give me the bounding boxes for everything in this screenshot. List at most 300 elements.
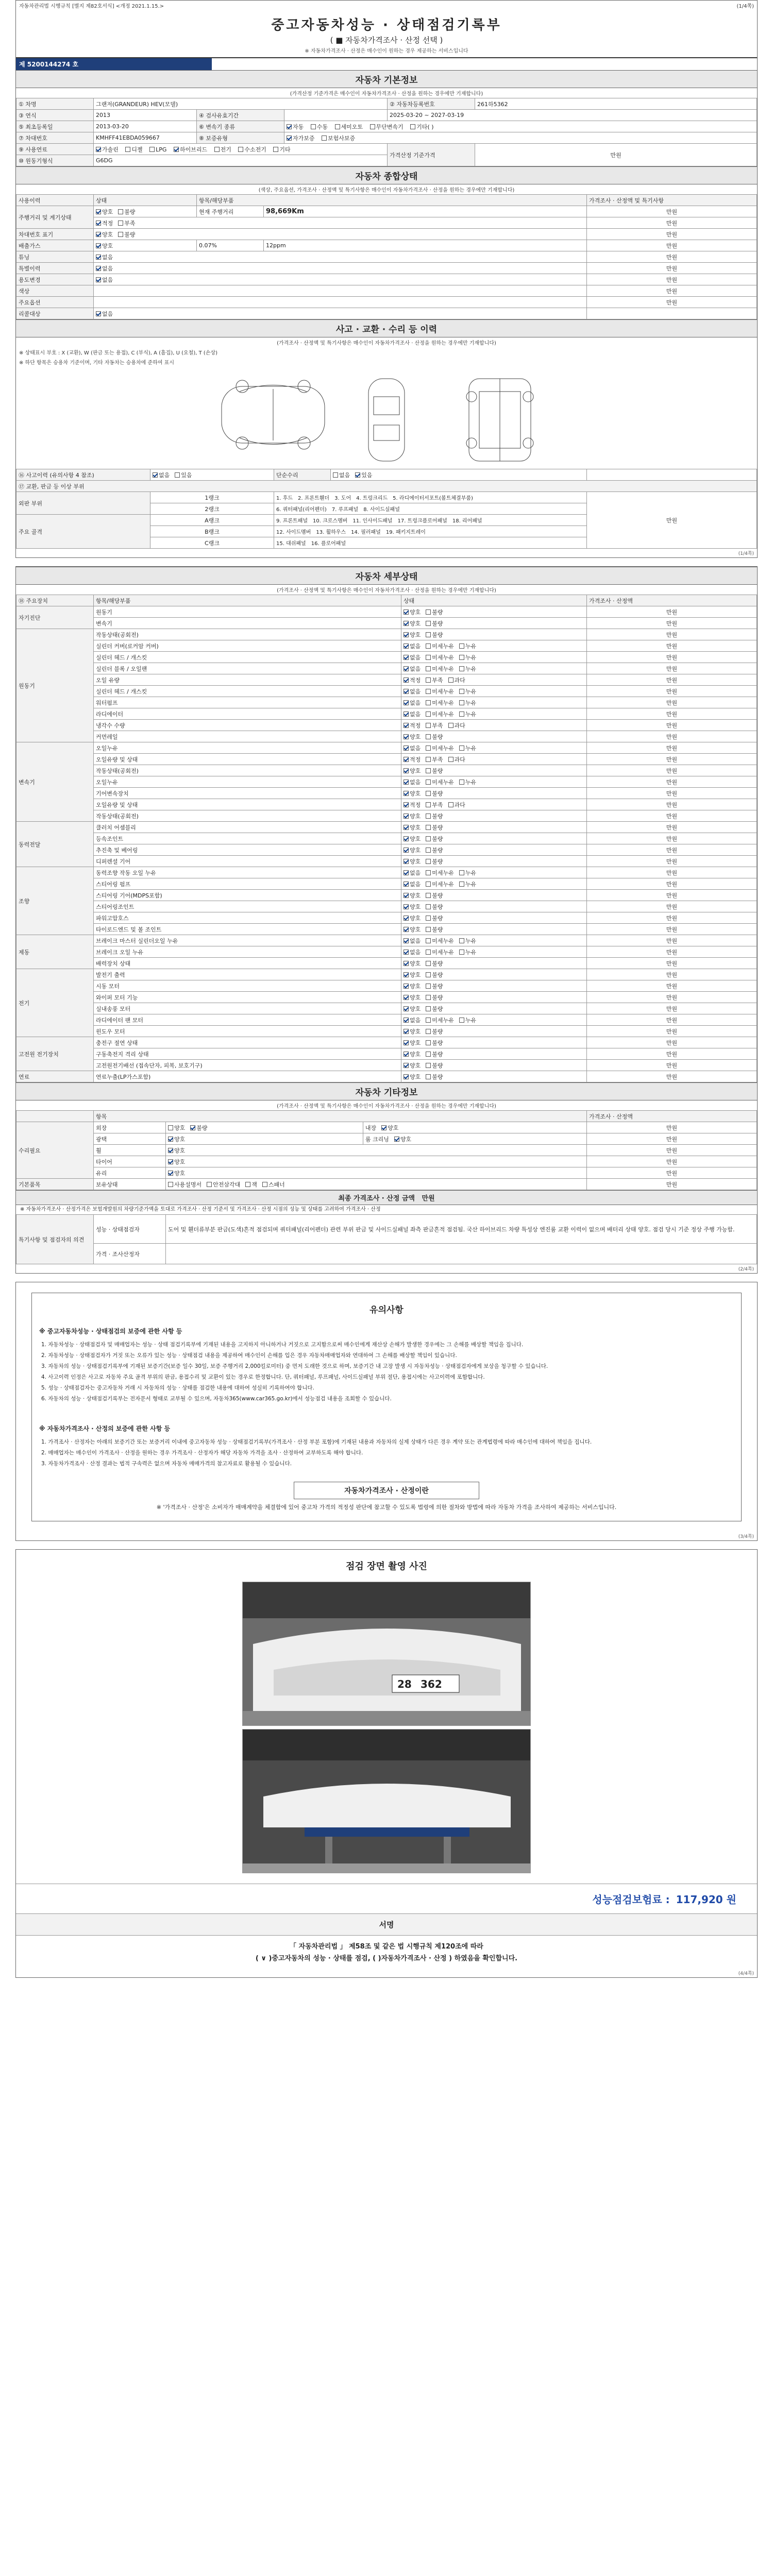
checkbox-icon	[335, 124, 340, 129]
detail-item-label: 시동 모터	[94, 980, 401, 992]
table-row	[16, 1071, 757, 1082]
checkbox-icon	[168, 1182, 173, 1187]
checkbox-icon	[426, 791, 431, 796]
detail-item-price: 만원	[587, 924, 757, 935]
checkbox-icon	[426, 825, 431, 830]
checkbox-icon	[426, 609, 431, 615]
checkbox-icon	[426, 961, 431, 966]
signature-text-2: ( ∨ )중고자동차의 성능 · 상태를 점검, ( )자동차가격조사 · 산정 ) 하였음을 확인합니다.	[255, 1955, 518, 1962]
detail-item-label: 오일누유	[94, 742, 401, 754]
checkbox-checked-icon	[404, 961, 409, 966]
checkbox-icon	[426, 950, 431, 955]
table-row	[16, 1026, 757, 1037]
basic-info-table	[16, 98, 757, 166]
detail-item-label: 윈도우 모터	[94, 1026, 401, 1037]
detail-item-price: 만원	[587, 674, 757, 686]
detail-item-state: 없음 미세누유 누유	[401, 878, 587, 890]
detail-item-state: 없음 미세누유 누유	[401, 663, 587, 674]
checkbox-checked-icon	[404, 916, 409, 921]
detail-item-price: 만원	[587, 912, 757, 924]
checkbox-icon	[426, 655, 431, 660]
checkbox-icon	[426, 1029, 431, 1034]
price-assessment-text: ※ '가격조사 · 산정'은 소비자가 매매계약을 체결함에 있어 중고차 가격의 적정성 판단에 참고할 수 있도록 법령에 의한 절차와 방법에 따라 자동차 가격을 조사하여 제공하는 서비스입니다.	[156, 1504, 617, 1511]
trans-manual: 수동	[311, 124, 328, 130]
detail-item-price: 만원	[587, 935, 757, 946]
car-side-diagram-icon	[214, 376, 332, 453]
table-row	[16, 765, 757, 776]
detail-item-state: 없음 미세누유 누유	[401, 708, 587, 720]
checkbox-icon	[426, 1040, 431, 1045]
detail-item-price: 만원	[587, 640, 757, 652]
checkbox-checked-icon	[96, 243, 101, 248]
fuel-label: ⑨ 사용연료	[16, 144, 94, 155]
checkbox-icon	[426, 677, 431, 683]
detail-item-price: 만원	[587, 833, 757, 844]
other-info-subtitle: (가격조사 · 산정액 및 특기사항은 매수인이 자동차가격조사 · 산정을 원하는 경우에만 기재합니다)	[277, 1104, 496, 1109]
detail-item-state: 없음 미세누유 누유	[401, 946, 587, 958]
detail-item-price: 만원	[587, 958, 757, 969]
detail-item-state: 양호 불량	[401, 810, 587, 822]
detail-item-price: 만원	[587, 980, 757, 992]
insurance-fee-label: 성능점검보험료 :	[592, 1893, 670, 1906]
detail-item-state: 양호 불량	[401, 731, 587, 742]
table-row	[16, 1060, 757, 1071]
detail-item-label: 원동기	[94, 606, 401, 618]
checkbox-checked-icon	[96, 311, 101, 316]
detail-item-price: 만원	[587, 731, 757, 742]
detail-item-state: 양호 불량	[401, 890, 587, 901]
table-row	[16, 776, 757, 788]
trans-auto: 자동	[287, 124, 304, 130]
table-row	[16, 1048, 757, 1060]
page-indicator: (1/4쪽)	[736, 4, 754, 9]
checkbox-icon	[426, 632, 431, 637]
checkbox-checked-icon	[404, 848, 409, 853]
valid-value: 2025-03-20 ~ 2027-03-19	[388, 110, 757, 121]
checkbox-icon	[426, 723, 431, 728]
other-info-table: 항목 가격조사 · 산정액 수리필요 외장 양호 불량 내장 양호 만원 광택 양호 룸 크리닝 양호 만원 휠 양호 만원 타이어 양호 만원 유리 양호 만원 기본품목 보유상태 사용설명서 안전삼각대 잭 스패너 만원	[16, 1110, 757, 1190]
detail-item-state: 없음 미세누유 누유	[401, 935, 587, 946]
checkbox-icon	[118, 209, 123, 214]
svg-text:28: 28	[397, 1678, 412, 1690]
checkbox-icon	[426, 1074, 431, 1079]
detail-item-label: 실린더 헤드 / 개스킷	[94, 686, 401, 697]
checkbox-checked-icon	[404, 1006, 409, 1011]
mileage-label: 현재 주행거리	[197, 206, 264, 217]
detail-item-label: 작동상태(공회전)	[94, 810, 401, 822]
checkbox-icon	[426, 836, 431, 841]
document-title-note: ※ 자동차가격조사 · 산정은 매수인이 원하는 경우 제공하는 서비스입니다	[305, 48, 468, 54]
car-front-photo-icon	[243, 1582, 531, 1726]
detail-item-label: 작동상태(공회전)	[94, 765, 401, 776]
checkbox-icon	[459, 1018, 464, 1023]
detail-item-label: 오일 유량	[94, 674, 401, 686]
detail-item-state: 양호 불량	[401, 1026, 587, 1037]
checkbox-icon	[238, 147, 243, 152]
checkbox-checked-icon	[404, 836, 409, 841]
checkbox-icon	[459, 655, 464, 660]
trans-other: 기타( )	[410, 124, 433, 130]
trans-cvt: 무단변속기	[370, 124, 404, 130]
table-row	[16, 822, 757, 833]
notice-box: 유의사항 ※ 중고자동차성능 · 상태점검의 보증에 관한 사항 등 1. 자동차성능 · 상태점검자 및 매매업자는 성능 · 상태 점검기록부에 기재된 내용을 고지하지 아니하거나 거짓으로 고지함으로써 매수인에게 재산상 손해가 발생한 경우에는 그 손해를 배상할 책임을 집니다. 2. 자동차성능 · 상태점검자가 거짓 또는 오류가 있는 성능 · 상태점검 내용을 제공하여 매수인이 손해를 입은 경우 자동차매매업자와 연대하여 그 손해를 배상할 책임이 있습니다. 3. 자동차의 성능 · 상태점검기록부에 기재된 보증기간(보증 일수 30일, 보증 주행거리 2,000킬로미터) 중 먼저 도래한 것으로 하며, 보증기간 내 고장 발생 시 자동차성능 · 상태점검자에게 보상을 청구할 수 있습니다. 4. 사고이력 인정은 사고로 자동차 주요 골격 부위의 판금, 용접수리 및 교환이 있는 경우로 한정합니다. 단, 쿼터패널, 루프패널, 사이드실패널 부위 절단, 용접시에는 사고이력에 포함합니다. 5. 성능 · 상태점검자는 중고자동차 거래 시 자동차의 성능 · 상태를 점검한 내용에 대하여 성실히 기록하여야 합니다. 6. 자동차의 성능 · 상태점검기록부는 전자문서 형태로 교부될 수 있으며, 자동차365(www.car365.go.kr)에서 성능점검 내용을 조회할 수 있습니다. ※ 자동차가격조사 · 산정의 보증에 관한 사항 등 1. 가격조사 · 산정자는 아래의 보증기간 또는 보증거리 이내에 중고자동차 성능 · 상태점검기록부(가격조사 · 산정 부분 포함)에 기재된 내용과 자동차의 실제 상태가 다른 경우 계약 또는 관계법령에 따라 매수인에 대하여 책임을 집니다. 2. 매매업자는 매수인이 가격조사 · 산정을 원하는 경우 가격조사 · 산정자가 해당 자동차 가격을 조사 · 산정하여 교부하도록 해야 합니다. 3. 자동차가격조사 · 산정 결과는 법적 구속력은 없으며 자동차 매매가격의 참고자료로 활용될 수 있습니다. 자동차가격조사 · 산정이란 ※ '가격조사 · 산정'은 소비자가 매매계약을 체결함에 있어 중고차 가격의 적정성 판단에 참고할 수 있도록 법령에 의한 절차와 방법에 따라 자동차 가격을 조사하여 제공하는 서비스입니다.	[31, 1293, 742, 1521]
detail-item-state: 양호 불량	[401, 1060, 587, 1071]
checkbox-icon	[175, 472, 180, 478]
checkbox-checked-icon	[96, 277, 101, 282]
detail-item-label: 고전원전기배선 (접속단자, 피복, 보호기구)	[94, 1060, 401, 1071]
table-row	[16, 652, 757, 663]
checkbox-checked-icon	[190, 1125, 195, 1130]
detail-item-state: 적정 부족 과다	[401, 799, 587, 810]
checkbox-icon	[459, 666, 464, 671]
engine-value: G6DG	[94, 155, 388, 166]
detail-item-state: 양호 불량	[401, 1037, 587, 1048]
detail-item-state: 양호 불량	[401, 1071, 587, 1082]
accident-legend-2: ※ 하단 항목은 승용차 기준이며, 기타 자동차는 승용차에 준하여 표시	[19, 360, 174, 366]
checkbox-checked-icon	[355, 472, 360, 478]
checkbox-checked-icon	[404, 825, 409, 830]
checkbox-checked-icon	[287, 124, 292, 129]
checkbox-icon	[448, 757, 453, 762]
checkbox-checked-icon	[404, 927, 409, 932]
price-basis-unit: 만원	[475, 144, 757, 166]
checkbox-checked-icon	[404, 723, 409, 728]
checkbox-checked-icon	[404, 859, 409, 864]
checkbox-icon	[410, 124, 415, 129]
checkbox-checked-icon	[404, 768, 409, 773]
car-frame-diagram-icon	[441, 376, 559, 464]
table-row	[16, 810, 757, 822]
detail-item-label: 와이퍼 모터 기능	[94, 992, 401, 1003]
year-label: ③ 연식	[16, 110, 94, 121]
detail-item-state: 양호 불량	[401, 912, 587, 924]
detail-item-label: 동력조향 작동 오일 누유	[94, 867, 401, 878]
final-price-note: ※ 자동차가격조사 · 산정가격은 보험개발원의 차량기준가액을 토대로 가격조사 · 산정 기준서 및 가격조사 · 산정 시점의 성능 및 상태를 고려하여 가격조사 · 산정	[20, 1207, 381, 1212]
car-name-label: ① 차명	[16, 98, 94, 110]
table-row	[16, 935, 757, 946]
detail-item-label: 파워고압호스	[94, 912, 401, 924]
checkbox-checked-icon	[404, 655, 409, 660]
checkbox-icon	[322, 135, 327, 141]
checkbox-checked-icon	[96, 255, 101, 260]
checkbox-checked-icon	[404, 995, 409, 1000]
detail-item-label: 구동축전지 격리 상태	[94, 1048, 401, 1060]
detail-item-price: 만원	[587, 969, 757, 980]
detail-item-price: 만원	[587, 663, 757, 674]
checkbox-checked-icon	[404, 745, 409, 751]
detail-item-price: 만원	[587, 606, 757, 618]
valid-label: ④ 검사유효기간	[197, 110, 284, 121]
detail-item-state: 없음 미세누유 누유	[401, 686, 587, 697]
checkbox-checked-icon	[153, 472, 158, 478]
detail-title: 자동차 세부상태	[16, 567, 757, 585]
checkbox-icon	[426, 768, 431, 773]
table-row	[16, 742, 757, 754]
detail-item-price: 만원	[587, 822, 757, 833]
checkbox-checked-icon	[404, 1018, 409, 1023]
detail-item-state: 적정 부족 과다	[401, 754, 587, 765]
detail-item-label: 브레이크 마스터 실린더오일 누유	[94, 935, 401, 946]
checkbox-checked-icon	[404, 700, 409, 705]
detail-item-state: 없음 미세누유 누유	[401, 697, 587, 708]
main-frame-label: 주요 골격	[16, 515, 150, 549]
checkbox-icon	[426, 734, 431, 739]
detail-subtitle: (가격조사 · 산정액 및 특기사항은 매수인이 자동차가격조사 · 산정을 원하는 경우에만 기재합니다)	[277, 588, 496, 594]
detail-item-label: 라디에이터 팬 모터	[94, 1014, 401, 1026]
checkbox-icon	[459, 711, 464, 717]
frame-label: ⑰ 교환, 판금 등 이상 부위	[16, 481, 757, 492]
first-reg-label: ⑤ 최초등록일	[16, 121, 94, 132]
signature-text: 「 자동차관리법 」 제58조 및 같은 법 시행규칙 제120조에 따라	[290, 1943, 483, 1951]
detail-item-state: 양호 불량	[401, 924, 587, 935]
detail-item-price: 만원	[587, 890, 757, 901]
reg-no-label: ② 자동차등록번호	[388, 98, 475, 110]
detail-group-label: 변속기	[16, 742, 94, 822]
checkbox-icon	[459, 870, 464, 875]
checkbox-checked-icon	[96, 147, 101, 152]
reg-no-value: 261하5362	[475, 98, 757, 110]
checkbox-icon	[370, 124, 375, 129]
accident-table: ⑯ 사고이력 (유의사항 4 참조) 없음 있음 단순수리 없음 있음 ⑰ 교환, 판금 등 이상 부위 외판 부위 1랭크 1. 후드 2. 프론트휀더 3. 도어 4. 트렁크리드 5. 라디에이터서포트(볼트체결부품) 만원 2랭크 6. 쿼터패널(리어펜더) 7. 루프패널 8. 사이드실패널 주요 골격 A랭크 9. 프론트패널 10. 크로스멤버 11. 인사이드패널 17. 트렁크플로어패널 18. 리어패널 B랭크 12. 사이드멤버 13. 휠하우스 14. 필러패널 19. 패키지트레이 C랭크 15. 대쉬패널 16. 플로어패널	[16, 469, 757, 549]
car-diagram	[16, 367, 757, 469]
notice-page: 유의사항 ※ 중고자동차성능 · 상태점검의 보증에 관한 사항 등 1. 자동차성능 · 상태점검자 및 매매업자는 성능 · 상태 점검기록부에 기재된 내용을 고지하지 아니하거나 거짓으로 고지함으로써 매수인에게 재산상 손해가 발생한 경우에는 그 손해를 배상할 책임을 집니다. 2. 자동차성능 · 상태점검자가 거짓 또는 오류가 있는 성능 · 상태점검 내용을 제공하여 매수인이 손해를 입은 경우 자동차매매업자와 연대하여 그 손해를 배상할 책임이 있습니다. 3. 자동차의 성능 · 상태점검기록부에 기재된 보증기간(보증 일수 30일, 보증 주행거리 2,000킬로미터) 중 먼저 도래한 것으로 하며, 보증기간 내 고장 발생 시 자동차성능 · 상태점검자에게 보상을 청구할 수 있습니다. 4. 사고이력 인정은 사고로 자동차 주요 골격 부위의 판금, 용접수리 및 교환이 있는 경우로 한정합니다. 단, 쿼터패널, 루프패널, 사이드실패널 부위 절단, 용접시에는 사고이력에 포함합니다. 5. 성능 · 상태점검자는 중고자동차 거래 시 자동차의 성능 · 상태를 점검한 내용에 대하여 성실히 기록하여야 합니다. 6. 자동차의 성능 · 상태점검기록부는 전자문서 형태로 교부될 수 있으며, 자동차365(www.car365.go.kr)에서 성능점검 내용을 조회할 수 있습니다. ※ 자동차가격조사 · 산정의 보증에 관한 사항 등 1. 가격조사 · 산정자는 아래의 보증기간 또는 보증거리 이내에 중고자동차 성능 · 상태점검기록부(가격조사 · 산정 부분 포함)에 기재된 내용과 자동차의 실제 상태가 다른 경우 계약 또는 관계법령에 따라 매수인에 대하여 책임을 집니다. 2. 매매업자는 매수인이 가격조사 · 산정을 원하는 경우 가격조사 · 산정자가 해당 자동차 가격을 조사 · 산정하여 교부하도록 해야 합니다. 3. 자동차가격조사 · 산정 결과는 법적 구속력은 없으며 자동차 매매가격의 참고자료로 활용될 수 있습니다. 자동차가격조사 · 산정이란 ※ '가격조사 · 산정'은 소비자가 매매계약을 체결함에 있어 중고차 가격의 적정성 판단에 참고할 수 있도록 법령에 의한 절차와 방법에 따라 자동차 가격을 조사하여 제공하는 서비스입니다. (3/4쪽)	[15, 1282, 758, 1541]
checkbox-icon	[426, 916, 431, 921]
detail-group-label: 고전원 전기장치	[16, 1037, 94, 1071]
checkbox-icon	[426, 700, 431, 705]
detail-item-state: 양호 불량	[401, 958, 587, 969]
checkbox-checked-icon	[404, 984, 409, 989]
detail-item-price: 만원	[587, 1037, 757, 1048]
basic-info-subtitle: (가격산정 기준가격은 매수인이 자동차가격조사 · 산정을 원하는 경우에만 기재합니다)	[290, 91, 483, 97]
checkbox-icon	[426, 621, 431, 626]
checkbox-icon	[426, 1063, 431, 1068]
detail-item-state: 없음 미세누유 누유	[401, 640, 587, 652]
detail-item-state: 양호 불량	[401, 1048, 587, 1060]
checkbox-icon	[459, 938, 464, 943]
table-row	[16, 708, 757, 720]
table-row	[16, 1037, 757, 1048]
notice-title: 유의사항	[369, 1305, 404, 1315]
detail-item-price: 만원	[587, 799, 757, 810]
inspection-photo-lift	[242, 1729, 531, 1873]
detail-item-state: 없음 미세누유 누유	[401, 742, 587, 754]
checkbox-checked-icon	[404, 1063, 409, 1068]
detail-group-label: 조향	[16, 867, 94, 935]
checkbox-icon	[333, 472, 338, 478]
checkbox-icon	[459, 689, 464, 694]
detail-item-state: 양호 불량	[401, 618, 587, 629]
checkbox-icon	[448, 677, 453, 683]
detail-item-price: 만원	[587, 1026, 757, 1037]
detail-group-label: 동력전달	[16, 822, 94, 867]
table-row	[16, 901, 757, 912]
summary-unit: 만원	[587, 206, 757, 217]
checkbox-checked-icon	[96, 232, 101, 237]
checkbox-icon	[118, 221, 123, 226]
summary-row-vin: 차대번호 표기	[16, 229, 94, 240]
checkbox-icon	[426, 1018, 431, 1023]
detail-item-price: 만원	[587, 844, 757, 856]
table-row	[16, 663, 757, 674]
checkbox-icon	[426, 859, 431, 864]
detail-item-state: 양호 불량	[401, 788, 587, 799]
detail-item-label: 브레이크 오일 누유	[94, 946, 401, 958]
summary-col-history: 사용이력	[16, 195, 94, 206]
checkbox-checked-icon	[394, 1137, 399, 1142]
table-row	[16, 980, 757, 992]
detail-item-label: 스티어링조인트	[94, 901, 401, 912]
detail-table: ⑱ 주요장치 항목/해당부품 상태 가격조사 · 산정액 자기진단 원동기 양호 불량 만원 변속기 양호 불량 만원 원동기 작동상태(공회전) 양호 불량 만원 실린더 커버(로커암 커버) 없음 미세누유 누유 만원 실린더 헤드 / 개스킷 없음 미세누유 누유 만원 실린더 블록 / 오일팬 없음 미세누유 누유 만원 오일 유량 적정 부족 과다 만원 실린더 헤드 / 개스킷 없음 미세누유 누유 만원 워터펌프 없음 미세누유 누유 만원 라디에이터 없음 미세누유 누유 만원 냉각수 수량 적정 부족 과다 만원 커먼레일 양호 불량 만원 변속기 오일누유 없음 미세누유 누유 만원 오일유량 및 상태 적정 부족 과다 만원 작동상태(공회전) 양호 불량 만원 오일누유 없음 미세누유 누유 만원 기어변속장치 양호 불량 만원 오일유량 및 상태 적정 부족 과다 만원 작동상태(공회전) 양호 불량 만원 동력전달 클러치 어셈블리 양호 불량 만원 등속조인트 양호 불량 만원 추진축 및 베어링 양호 불량 만원 디퍼렌셜 기어 양호 불량 만원 조향 동력조향 작동 오일 누유 없음 미세누유 누유 만원 스티어링 펌프 없음 미세누유 누유 만원 스티어링 기어(MDPS포함) 양호 불량 만원 스티어링조인트 양호 불량 만원 파워고압호스 양호 불량 만원 타이로드엔드 및 볼 조인트 양호 불량 만원 제동 브레이크 마스터 실린더오일 누유 없음 미세누유 누유 만원 브레이크 오일 누유 없음 미세누유 누유 만원 배력장치 상태 양호 불량 만원 전기 발전기 출력 양호 불량 만원 시동 모터 양호 불량 만원 와이퍼 모터 기능 양호 불량 만원 실내송풍 모터 양호 불량 만원 라디에이터 팬 모터 없음 미세누유 누유 만원 윈도우 모터 양호 불량 만원 고전원 전기장치 충전구 절연 상태 양호 불량 만원 구동축전지 격리 상태 양호 불량 만원 고전원전기배선 (접속단자, 피복, 보호기구) 양호 불량 만원 연료 연료누출(LP가스포함) 양호 불량 만원	[16, 595, 757, 1082]
detail-item-price: 만원	[587, 1014, 757, 1026]
document-title: 중고자동차성능 · 상태점검기록부	[271, 18, 502, 33]
checkbox-icon	[214, 147, 220, 152]
detail-item-label: 실린더 블록 / 오일팬	[94, 663, 401, 674]
detail-group-label: 연료	[16, 1071, 94, 1082]
detail-item-state: 없음 미세누유 누유	[401, 652, 587, 663]
checkbox-checked-icon	[404, 757, 409, 762]
detail-item-label: 실린더 헤드 / 개스킷	[94, 652, 401, 663]
summary-title: 자동차 종합상태	[16, 166, 757, 184]
detail-item-price: 만원	[587, 720, 757, 731]
checkbox-icon	[459, 700, 464, 705]
final-price-unit: 만원	[422, 1195, 435, 1202]
detail-item-price: 만원	[587, 629, 757, 640]
table-row	[16, 606, 757, 618]
detail-item-label: 워터펌프	[94, 697, 401, 708]
table-row	[16, 890, 757, 901]
special-notes-text: 도어 및 휀더류부분 판금(도색)흔적 점검되며 쿼터패널(리어펜더) 관련 부위 판금 및 사이드실패널 좌측 판금흔적 점검됨. 국산 하이브리드 차량 특성상 엔진룸 교환 이력이 없으며 배터리 상태 양호. 점검 당시 기준 정상 주행 가능함.	[166, 1215, 757, 1244]
table-row	[16, 833, 757, 844]
inspection-record-page: 자동차관리법 시행규칙 [별지 제82호서식] <개정 2021.1.15.> (1/4쪽) 중고자동차성능 · 상태점검기록부 ( ■ 자동차가격조사 · 산정 선택 ) ※ 자동차가격조사 · 산정은 매수인이 원하는 경우 제공하는 서비스입니다 제 5200144274 호 자동차 기본정보 (가격산정 기준가격은 매수인이 자동차가격조사 · 산정을 원하는 경우에만 기재합니다) ① 차명 그랜저(GRANDEUR) HEV(모델) ② 자동차등록번호 261하5362 ③ 연식 2013 ④ 검사유효기간 2025-03-20 ~ 2027-03-19 ⑤ 최초등록일 2013-03-20 ⑥ 변속기 종류 자동 수동 세미오토 무단변속기 기타( ) ⑦ 차대번호 KMHFF41EBDA059667 ⑧ 보증유형 자가보증 보험사보증 ⑨ 사용연료 가솔린 디젤 LPG 하이브리드 전기 수소전기 기타 가격산정 기준가격 만원 ⑩ 원동기형식 G6DG 자동차 종합상태 (색상, 주요옵션, 가격조사 · 산정액 및 특기사항은 매수인이 자동차가격조사 · 산정을 원하는 경우에만 기재합니다) 사용이력 상태 항목/해당부품 가격조사 · 산정액 및 특기사항 주행거리 및 계기상태 양호 불량 현재 주행거리 98,669Km 만원 적정 부족 만원 차대번호 표기 양호 불량 만원 배출가스 양호 0.07% 12ppm 만원 튜닝 없음 만원 특별이력 없음 만원 용도변경 없음 만원 색상 만원 주요옵션 만원 리콜대상 없음 사고 · 교환 · 수리 등 이력 (가격조사 · 산정액 및 특기사항은 매수인이 자동차가격조사 · 산정을 원하는 경우에만 기재합니다) ※ 상태표시 부호 : X (교환), W (판금 또는 용접), C (부식), A (흠집), U (요철), T (손상) ※ 하단 항목은 승용차 기준이며, 기타 자동차는 승용차에 준하여 표시 ⑯ 사고이력 (유의사항 4 참조) 없음 있음 단순수리 없음 있음 ⑰ 교환, 판금 등 이상 부위 외판 부위 1랭크 1. 후드 2. 프론트휀더 3. 도어 4. 트렁크리드 5. 라디에이터서포트(볼트체결부품) 만원 2랭크 6. 쿼터패널(리어펜더) 7. 루프패널 8. 사이드실패널 주요 골격 A랭크 9. 프론트패널 10. 크로스멤버 11. 인사이드패널 17. 트렁크플로어패널 18. 리어패널 B랭크 12. 사이드멤버 13. 휠하우스 14. 필러패널 19. 패키지트레이 C랭크 15. 대쉬패널 16. 플로어패널 (1/4쪽)	[15, 0, 758, 558]
checkbox-icon	[426, 689, 431, 694]
checkbox-checked-icon	[404, 802, 409, 807]
checkbox-checked-icon	[381, 1125, 386, 1130]
emission-hc: 12ppm	[264, 240, 587, 251]
checkbox-icon	[149, 147, 155, 152]
checkbox-checked-icon	[404, 734, 409, 739]
checkbox-icon	[118, 232, 123, 237]
detail-item-label: 실린더 커버(로커암 커버)	[94, 640, 401, 652]
summary-row-emission: 배출가스	[16, 240, 94, 251]
engine-label: ⑩ 원동기형식	[16, 155, 94, 166]
detail-item-state: 양호 불량	[401, 629, 587, 640]
detail-item-label: 디퍼렌셜 기어	[94, 856, 401, 867]
detail-item-price: 만원	[587, 742, 757, 754]
detail-item-price: 만원	[587, 878, 757, 890]
detail-item-label: 타이로드엔드 및 볼 조인트	[94, 924, 401, 935]
checkbox-checked-icon	[404, 621, 409, 626]
checkbox-checked-icon	[287, 135, 292, 141]
photo-page: 점검 장면 촬영 사진 28 362 성능점검보험료 : 117,920 원 서명 「 자동차관리법 」 제58조 및 같은 법 시행규칙 제120조에 따라 ( ∨ )중고자동차의 성능 · 상태를 점검, ( )자동차가격조사 · 산정 ) 하였음을 확인합니다. (4/4쪽)	[15, 1549, 758, 1978]
checkbox-checked-icon	[404, 1074, 409, 1079]
photo-title: 점검 장면 촬영 사진	[346, 1561, 427, 1572]
checkbox-icon	[262, 1182, 267, 1187]
table-row	[16, 844, 757, 856]
detail-item-label: 스티어링 펌프	[94, 878, 401, 890]
other-info-title: 자동차 기타정보	[16, 1082, 757, 1100]
checkbox-checked-icon	[174, 147, 179, 152]
detail-item-state: 양호 불량	[401, 833, 587, 844]
checkbox-icon	[426, 995, 431, 1000]
checkbox-icon	[426, 711, 431, 717]
table-row	[16, 720, 757, 731]
checkbox-checked-icon	[404, 779, 409, 785]
checkbox-icon	[426, 870, 431, 875]
detail-item-label: 실내송풍 모터	[94, 1003, 401, 1014]
checkbox-checked-icon	[96, 221, 101, 226]
table-row	[16, 1003, 757, 1014]
detail-item-price: 만원	[587, 867, 757, 878]
detail-item-state: 없음 미세누유 누유	[401, 867, 587, 878]
detail-item-price: 만원	[587, 901, 757, 912]
detail-item-label: 오일누유	[94, 776, 401, 788]
checkbox-icon	[125, 147, 130, 152]
fuel-options: 가솔린 디젤 LPG 하이브리드 전기 수소전기 기타	[94, 144, 388, 155]
table-row	[16, 686, 757, 697]
form-law-ref: 자동차관리법 시행규칙 [별지 제82호서식] <개정 2021.1.15.>	[19, 4, 164, 9]
checkbox-checked-icon	[404, 643, 409, 649]
warranty-options: 자가보증 보험사보증	[284, 132, 757, 144]
checkbox-icon	[426, 814, 431, 819]
checkbox-icon	[426, 904, 431, 909]
checkbox-checked-icon	[404, 1029, 409, 1034]
summary-col-items: 항목/해당부품	[197, 195, 587, 206]
detail-item-price: 만원	[587, 754, 757, 765]
summary-col-state: 상태	[94, 195, 197, 206]
detail-item-price: 만원	[587, 992, 757, 1003]
table-row	[16, 946, 757, 958]
checkbox-icon	[426, 666, 431, 671]
checkbox-icon	[426, 779, 431, 785]
detail-item-label: 냉각수 수량	[94, 720, 401, 731]
car-name-value: 그랜저(GRANDEUR) HEV(모델)	[94, 98, 388, 110]
outer-panel-label: 외판 부위	[16, 492, 150, 515]
checkbox-icon	[426, 1052, 431, 1057]
checkbox-checked-icon	[404, 1040, 409, 1045]
detail-item-price: 만원	[587, 765, 757, 776]
checkbox-checked-icon	[404, 893, 409, 898]
trans-label: ⑥ 변속기 종류	[197, 121, 284, 132]
checkbox-icon	[448, 802, 453, 807]
checkbox-icon	[426, 848, 431, 853]
record-number: 제 5200144274 호	[16, 58, 212, 70]
checkbox-checked-icon	[404, 870, 409, 875]
insurance-fee-value: 117,920 원	[676, 1893, 736, 1906]
trans-semi: 세미오토	[335, 124, 363, 130]
checkbox-icon	[168, 1125, 173, 1130]
table-row	[16, 788, 757, 799]
detail-group-label: 자기진단	[16, 606, 94, 629]
signature-title: 서명	[16, 1914, 757, 1936]
checkbox-checked-icon	[168, 1137, 173, 1142]
detail-item-state: 양호 불량	[401, 606, 587, 618]
checkbox-checked-icon	[404, 666, 409, 671]
table-row	[16, 969, 757, 980]
detail-item-price: 만원	[587, 1071, 757, 1082]
detail-item-price: 만원	[587, 686, 757, 697]
insurance-fee-line	[16, 1884, 757, 1914]
table-row	[16, 856, 757, 867]
detail-item-state: 양호 불량	[401, 969, 587, 980]
checkbox-icon	[459, 950, 464, 955]
checkbox-checked-icon	[168, 1148, 173, 1153]
checkbox-checked-icon	[404, 711, 409, 717]
detail-item-label: 기어변속장치	[94, 788, 401, 799]
detail-item-label: 작동상태(공회전)	[94, 629, 401, 640]
detail-item-price: 만원	[587, 1048, 757, 1060]
checkbox-icon	[426, 1006, 431, 1011]
basic-info-title: 자동차 기본정보	[16, 70, 757, 88]
